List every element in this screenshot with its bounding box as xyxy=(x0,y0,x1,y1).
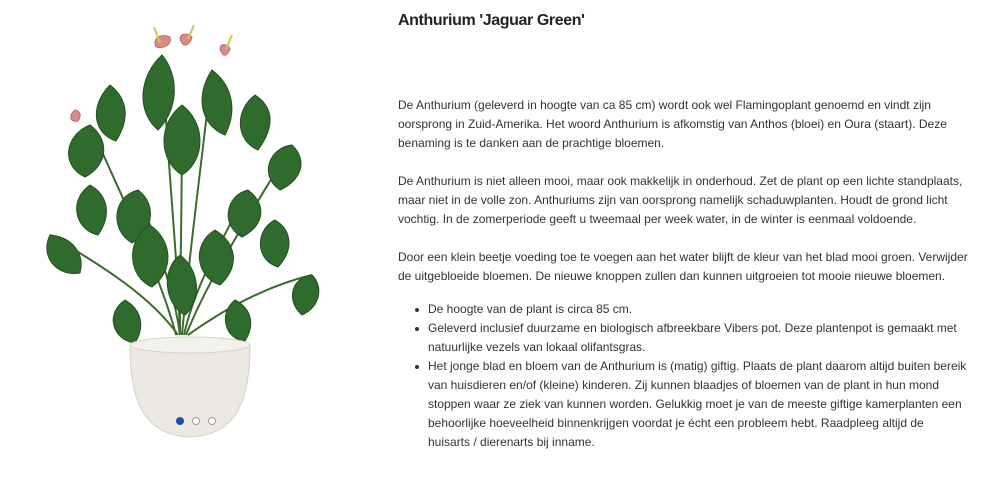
description-paragraph: De Anthurium (geleverd in hoogte van ca 85 cm) wordt ook wel Flamingoplant genoemd en vindt zijn oorsprong in Zuid-Amerika. Het woord Anthurium is afkomstig van Anthos (bloei) en Oura (staart). Deze benaming is te danken aan de prachtige bloemen. xyxy=(398,98,947,150)
list-item: De hoogte van de plant is circa 85 cm. xyxy=(428,300,968,319)
list-item: Geleverd inclusief duurzame en biologisch afbreekbare Vibers pot. Deze plantenpot is gemaakt met natuurlijke vezels van lokaal olifantsgras. xyxy=(428,319,968,357)
product-description xyxy=(398,96,968,452)
gallery-pagination xyxy=(176,417,216,427)
product-title: Anthurium 'Jaguar Green' xyxy=(398,12,585,29)
description-paragraph: De Anthurium is niet alleen mooi, maar ook makkelijk in onderhoud. Zet de plant op een lichte standplaats, maar niet in de volle zon. Anthuriums zijn van oorsprong namelijk schaduwplanten. Houdt de grond licht vochtig. In de zomerperiode geeft u tweemaal per week water, in de winter is eenmaal voldoende. xyxy=(398,174,963,226)
description-paragraph: Door een klein beetje voeding toe te voegen aan het water blijft de kleur van het blad mooi groen. Verwijder de uitgebloeide bloemen. De nieuwe knoppen zullen dan kunnen uitgroeien tot mooie nieuwe bloemen. xyxy=(398,250,968,283)
gallery-dot-1[interactable] xyxy=(176,417,184,425)
product-info xyxy=(398,10,968,452)
gallery-dot-3[interactable] xyxy=(208,417,216,425)
gallery-dot-2[interactable] xyxy=(192,417,200,425)
product-image-gallery[interactable] xyxy=(30,15,350,455)
list-item: Het jonge blad en bloem van de Anthurium is (matig) giftig. Plaats de plant daarom altijd buiten bereik van huisdieren en/of (kleine) kinderen. Zij kunnen blaadjes of bloemen van de plant in hun mond stoppen waar ze ziek van kunnen worden. Gelukkig moet je van de meeste giftige kamerplanten een behoorlijke hoeveelheid binnenkrijgen voordat je écht een probleem hebt. Raadpleeg altijd de huisarts / dierenarts bij inname. xyxy=(428,357,968,452)
product-features-list xyxy=(398,300,968,452)
anthurium-plant-in-white-pot-icon xyxy=(30,15,350,455)
